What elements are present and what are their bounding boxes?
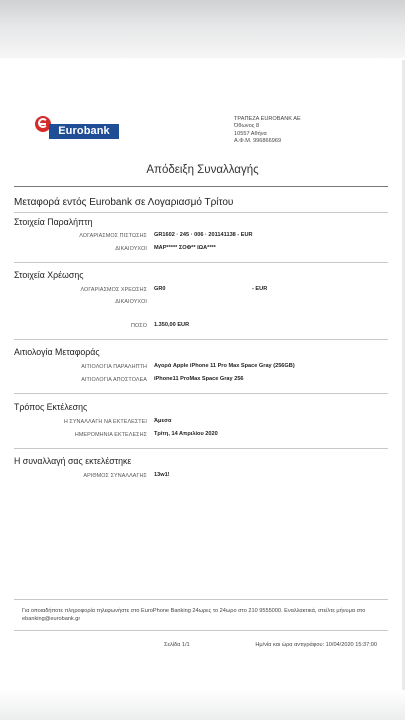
execute-when-value: Άμεσα bbox=[154, 418, 172, 424]
divider bbox=[14, 339, 388, 340]
credit-account-label: ΛΟΓΑΡΙΑΣΜΟΣ ΠΙΣΤΩΣΗΣ bbox=[79, 233, 147, 239]
credit-account-value: GR1602 · 245 · 006 · 201141138 - EUR bbox=[154, 232, 253, 238]
debit-account-label: ΛΟΓΑΡΙΑΣΜΟΣ ΧΡΕΩΣΗΣ bbox=[80, 287, 147, 293]
recipient-reason-value: Αγορά Apple iPhone 11 Pro Max Space Gray (256GB) bbox=[154, 363, 295, 369]
bank-tax-id: Α.Φ.Μ. 996866969 bbox=[234, 138, 282, 145]
divider bbox=[14, 630, 388, 631]
amount-value: 1.350,00 EUR bbox=[154, 322, 190, 328]
divider bbox=[14, 599, 388, 600]
divider bbox=[14, 393, 388, 394]
sender-reason-value: iPhone11 ProMax Space Gray 256 bbox=[154, 376, 244, 382]
page-number: Σελίδα 1/1 bbox=[164, 642, 190, 648]
execution-section-title: Τρόπος Εκτέλεσης bbox=[14, 402, 88, 412]
reason-section-title: Αιτιολογία Μεταφοράς bbox=[14, 347, 100, 357]
bank-name: ΤΡΑΠΕΖΑ EUROBANK AE bbox=[234, 116, 301, 122]
debit-holders-label: ΔΙΚΑΙΟΥΧΟΙ bbox=[115, 299, 147, 305]
transaction-number-value: 13w1! bbox=[154, 472, 170, 478]
recipient-holders-value: ΜΑΡ***** ΣΟΦ** ΙΩΑ**** bbox=[154, 245, 216, 251]
logo-text: Eurobank bbox=[49, 124, 119, 139]
completed-section-title: Η συναλλαγή σας εκτελέστηκε bbox=[14, 456, 132, 466]
divider bbox=[14, 186, 388, 187]
transfer-heading: Μεταφορά εντός Eurobank σε Λογαριασμό Τρίτου bbox=[14, 197, 234, 208]
bank-city: 10557 Αθήνα bbox=[234, 130, 267, 137]
execute-when-label: Η ΣΥΝΑΛΛΑΓΗ ΝΑ ΕΚΤΕΛΕΣΤΕΙ bbox=[63, 419, 147, 425]
copy-timestamp: Ημ/νία και ώρα αντιγράφου: 10/04/2020 15:37:00 bbox=[255, 642, 377, 648]
top-shadow bbox=[0, 0, 405, 58]
sender-reason-label: ΑΙΤΙΟΛΟΓΙΑ ΑΠΟΣΤΟΛΕΑ bbox=[81, 377, 147, 383]
recipient-section-title: Στοιχεία Παραλήπτη bbox=[14, 217, 93, 227]
transaction-number-label: ΑΡΙΘΜΟΣ ΣΥΝΑΛΛΑΓΗΣ bbox=[83, 473, 147, 479]
amount-label: ΠΟΣΟ bbox=[130, 323, 147, 329]
debit-account-value: GR0 bbox=[154, 286, 166, 292]
execution-date-label: ΗΜΕΡΟΜΗΝΙΑ ΕΚΤΕΛΕΣΗΣ bbox=[74, 432, 147, 438]
divider bbox=[14, 262, 388, 263]
receipt-title: Απόδειξη Συναλλαγής bbox=[146, 164, 259, 176]
divider bbox=[14, 448, 388, 449]
bottom-shadow bbox=[0, 690, 405, 720]
divider bbox=[14, 212, 388, 213]
debit-account-currency: - EUR bbox=[252, 286, 268, 292]
recipient-holders-label: ΔΙΚΑΙΟΥΧΟΙ bbox=[115, 246, 147, 252]
execution-date-value: Τρίτη, 14 Απριλίου 2020 bbox=[154, 431, 218, 437]
eurobank-logo bbox=[35, 116, 119, 140]
footer-contact-note: Για οποιαδήποτε πληροφορία τηλεφωνήστε στο EuroPhone Banking 24ωρες το 24ωρο στο 210 9555000. Εναλλακτικά, στείλτε μήνυμα στο ebanking@eurobank.gr bbox=[22, 608, 366, 622]
debit-section-title: Στοιχεία Χρέωσης bbox=[14, 270, 84, 280]
bank-street: Όθωνος 8 bbox=[234, 123, 260, 130]
recipient-reason-label: ΑΙΤΙΟΛΟΓΙΑ ΠΑΡΑΛΗΠΤΗ bbox=[81, 364, 147, 370]
bank-address bbox=[234, 116, 301, 146]
